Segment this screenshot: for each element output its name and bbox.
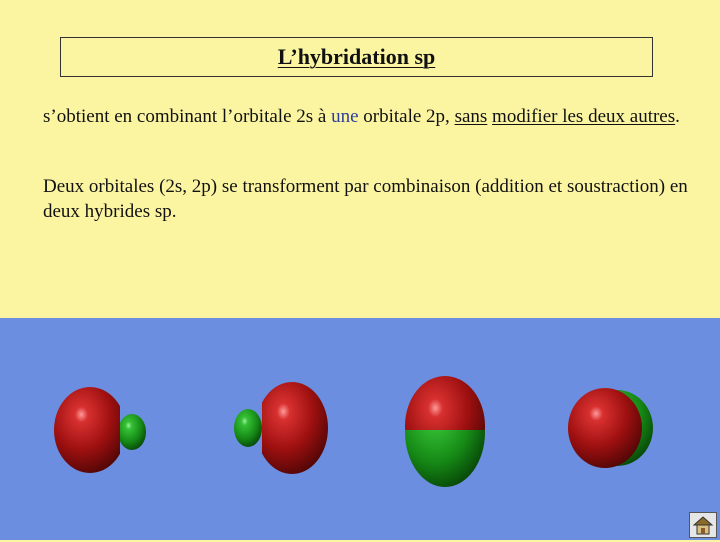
orbital1-small-lobe <box>118 414 146 450</box>
p-orbital-vertical <box>405 376 485 487</box>
p1-period: . <box>675 106 680 127</box>
home-button[interactable] <box>689 512 717 538</box>
p1-text-a: s’obtient en combinant l’orbitale 2s à <box>43 106 332 127</box>
home-icon <box>690 513 716 537</box>
sp-hybrid-orbital-right <box>234 382 328 474</box>
title-box <box>60 37 653 77</box>
p1-text-b: orbitale 2p, <box>358 106 455 127</box>
orbital-scene <box>0 318 720 540</box>
paragraph-2: Deux orbitales (2s, 2p) se transforment par combinaison (addition et soustraction) en deux hybrides sp. <box>43 176 688 222</box>
sp-hybrid-orbital-left <box>54 387 146 473</box>
p1-emphasis: une <box>331 106 359 127</box>
orbital4-front-lobe <box>568 388 642 468</box>
p1-underlined-rest: modifier les deux autres <box>492 106 676 127</box>
orbital1-large-lobe <box>54 387 126 473</box>
orbital2-small-lobe <box>234 409 262 447</box>
page-title: L’hybridation sp <box>277 44 436 69</box>
p1-underlined-sans: sans <box>454 106 488 127</box>
sp-hybrid-orbital-front <box>568 388 653 468</box>
orbital2-large-lobe <box>256 382 328 474</box>
orbital-illustration <box>0 318 720 540</box>
paragraph-1 <box>43 104 693 129</box>
